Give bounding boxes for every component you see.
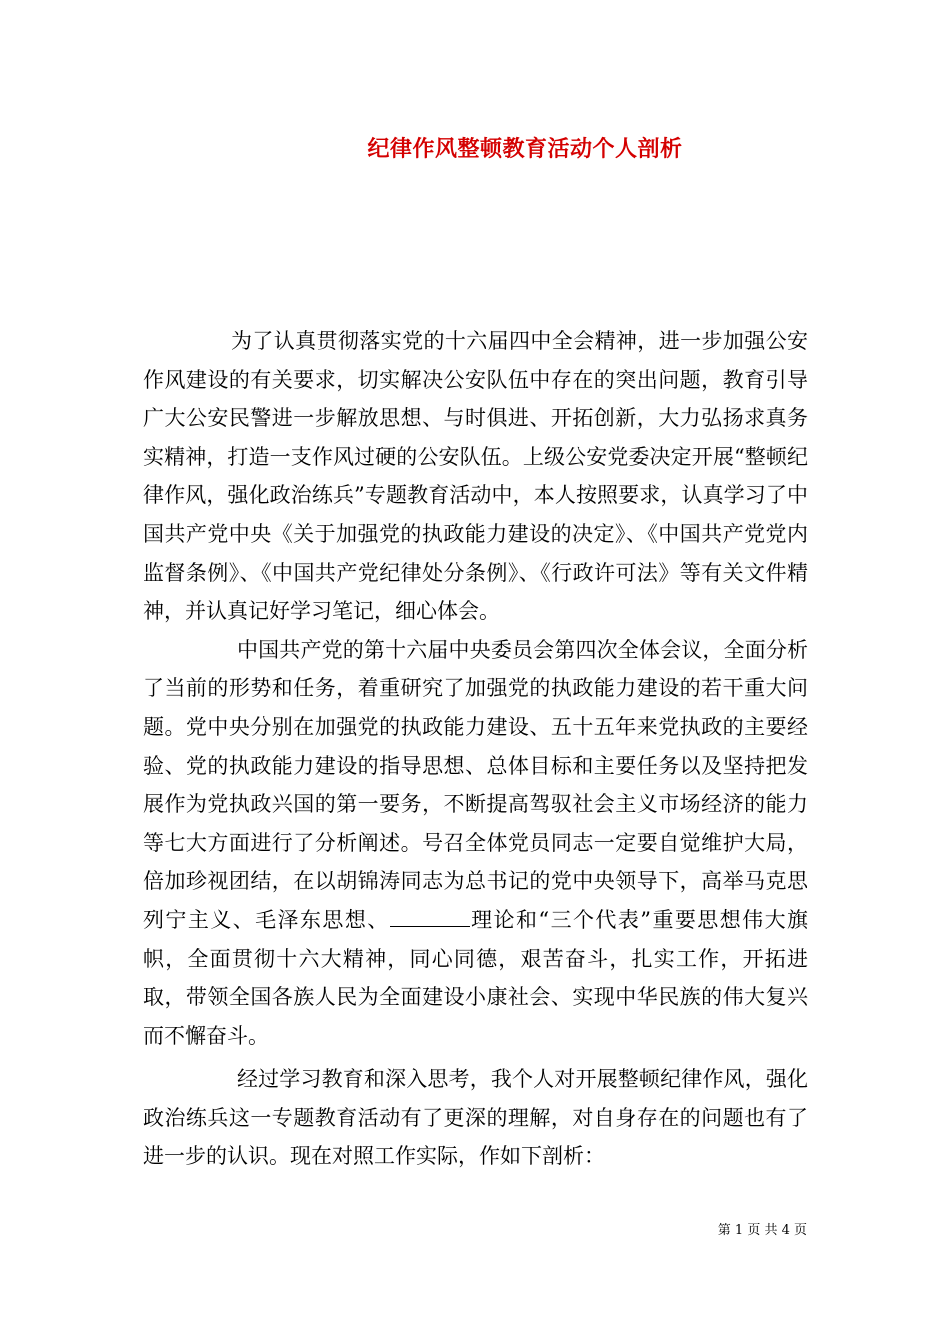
- document-body: [143, 322, 808, 1176]
- paragraph-2-text-after-blank: 理论和“三个代表”重要思想伟大旗帜，全面贯彻十六大精神，同心同德，艰苦奋斗，扎实工作，开拓进取，带领全国各族人民为全面建设小康社会、实现中华民族的伟大复兴而不懈奋斗。: [143, 907, 808, 1048]
- page-number-footer: 第 1 页 共 4 页: [717, 1223, 807, 1238]
- paragraph-3: 经过学习教育和深入思考，我个人对开展整顿纪律作风，强化政治练兵这一专题教育活动有了更深的理解，对自身存在的问题也有了进一步的认识。现在对照工作实际，作如下剖析：: [143, 1067, 808, 1169]
- fill-in-blank-underline: [390, 904, 470, 927]
- document-title: 纪律作风整顿教育活动个人剖析: [367, 137, 683, 162]
- paragraph-2: [143, 631, 808, 1056]
- paragraph-2-text-before-blank: 中国共产党的第十六届中央委员会第四次全体会议，全面分析了当前的形势和任务，着重研究了加强党的执政能力建设的若干重大问题。党中央分别在加强党的执政能力建设、五十五年来党执政的主要经验、党的执政能力建设的指导思想、总体目标和主要任务以及坚持把发展作为党执政兴国的第一要务，不断提高驾驭社会主义市场经济的能力等七大方面进行了分析阐述。号召全体党员同志一定要自觉维护大局，倍加珍视团结，在以胡锦涛同志为总书记的党中央领导下，高举马克思列宁主义、毛泽东思想、: [143, 637, 808, 932]
- paragraph-1: 为了认真贯彻落实党的十六届四中全会精神，进一步加强公安作风建设的有关要求，切实解决公安队伍中存在的突出问题，教育引导广大公安民警进一步解放思想、与时俱进、开拓创新，大力弘扬求真务实精神，打造一支作风过硬的公安队伍。上级公安党委决定开展“整顿纪律作风，强化政治练兵”专题教育活动中，本人按照要求，认真学习了中国共产党中央《关于加强党的执政能力建设的决定》、《中国共产党党内监督条例》、《中国共产党纪律处分条例》、《行政许可法》等有关文件精神，并认真记好学习笔记，细心体会。: [143, 329, 808, 624]
